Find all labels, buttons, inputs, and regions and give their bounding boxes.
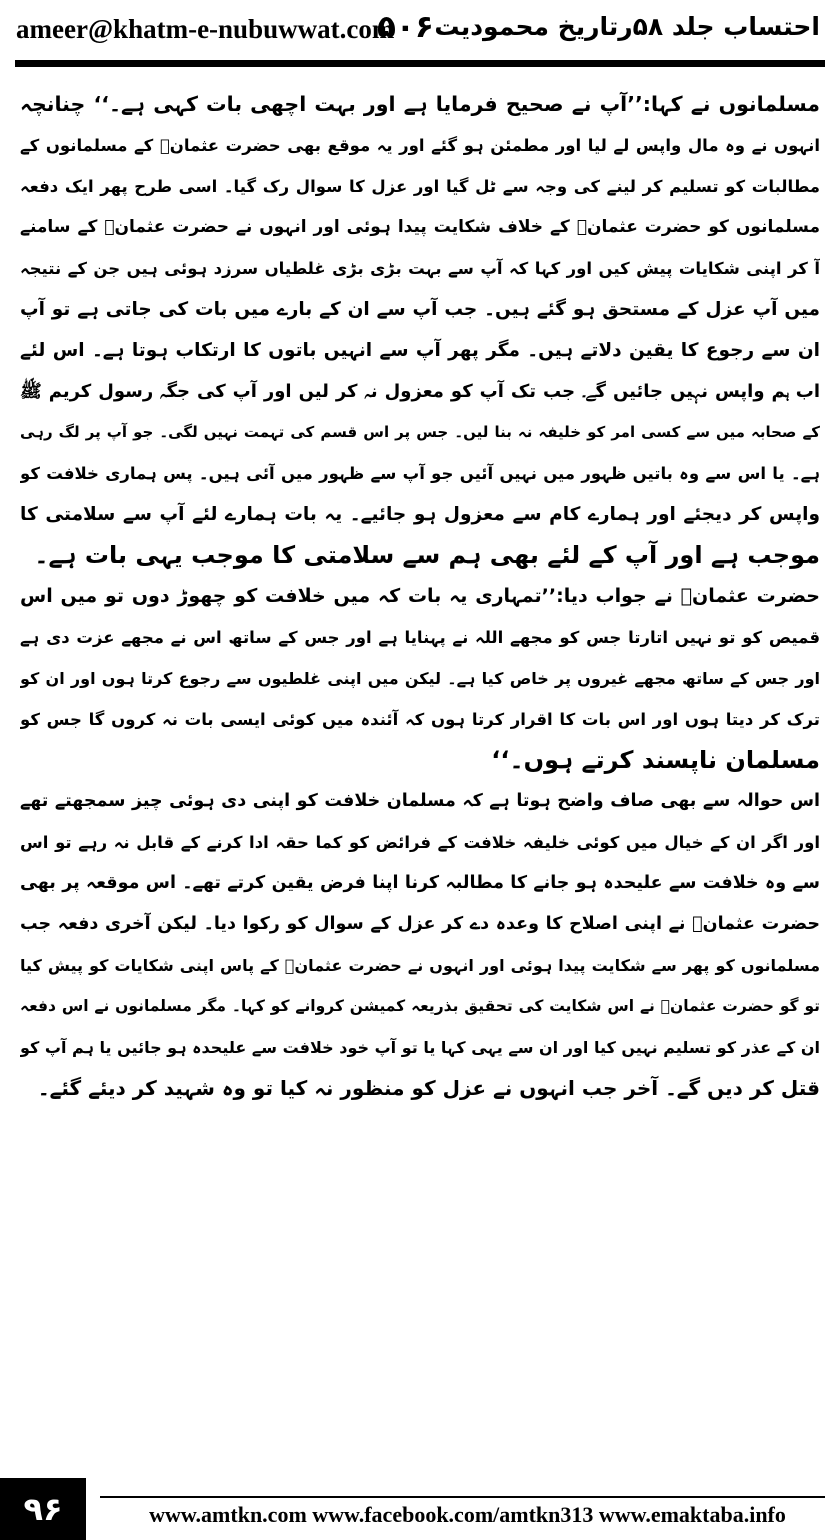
text-line: مسلمانوں کو حضرت عثمانؓ کے خلاف شکایت پیدا ہوئی اور انہوں نے حضرت عثمانؓ کے سامنے: [20, 217, 820, 237]
text-line: واپس کر دیجئے اور ہمارے کام سے معزول ہو جائیے۔ یہ بات ہمارے لئے آپ سے سلامتی کا: [20, 504, 820, 525]
text-line: حضرت عثمانؓ نے اپنی اصلاح کا وعدہ دے کر عزل کے سوال کو رکوا دیا۔ لیکن آخری دفعہ جب: [20, 914, 820, 934]
header-rule: [15, 60, 825, 67]
text-line: اس حوالہ سے بھی صاف واضح ہوتا ہے کہ مسلمان خلافت کو اپنی دی ہوئی چیز سمجھتے تھے: [20, 791, 820, 811]
header-title: احتساب جلد ۵۸رتاریخ محمودیت: [434, 12, 820, 41]
text-line: مسلمانوں نے کہا:’’آپ نے صحیح فرمایا ہے اور بہت اچھی بات کہی ہے۔‘‘ چنانچہ: [20, 92, 820, 116]
page-header: [0, 0, 840, 72]
text-line: مسلمانوں کو پھر سے شکایت پیدا ہوئی اور انہوں نے حضرت عثمانؓ کے پاس اپنی شکایات کو پیش کیا: [20, 956, 820, 975]
footer-rule: [100, 1496, 825, 1498]
footer-links: www.amtkn.com www.facebook.com/amtkn313 www.emaktaba.info: [149, 1502, 786, 1527]
text-line: میں آپ عزل کے مستحق ہو گئے ہیں۔ جب آپ سے ان کے بارے میں بات کی جاتی ہے تو آپ: [20, 299, 820, 320]
text-line: اور اگر ان کے خیال میں کوئی خلیفہ خلافت کے فرائض کو کما حقہ ادا کرنے کے قابل نہ رہے تو اس: [20, 833, 820, 852]
text-line: انہوں نے وہ مال واپس لے لیا اور مطمئن ہو گئے اور یہ موقع بھی حضرت عثمانؓ کے مسلمانوں کے: [20, 136, 820, 155]
header-page-number: ۵۰۶: [377, 9, 434, 45]
text-line: اور جس کے ساتھ مجھے غیروں پر خاص کیا ہے۔ لیکن میں اپنی غلطیوں سے رجوع کرتا ہوں اور ان کو: [20, 669, 820, 688]
text-line: ان سے رجوع کا یقین دلاتے ہیں۔ مگر پھر آپ سے انہیں باتوں کا ارتکاب ہوتا ہے۔ اس لئے: [20, 340, 820, 361]
text-line: ہے۔ یا اس سے وہ باتیں ظہور میں نہیں آئیں جو آپ سے ظہور میں آئی ہیں۔ پس ہماری خلافت کو: [20, 464, 820, 483]
text-line: حضرت عثمانؓ نے جواب دیا:’’تمہاری یہ بات کہ میں خلافت کو چھوڑ دوں تو میں اس: [20, 585, 820, 607]
text-line: ترک کر دیتا ہوں اور اس بات کا اقرار کرتا ہوں کہ آئندہ میں کوئی ایسی بات نہ کروں گا جس کو: [20, 710, 820, 729]
header-email: ameer@khatm-e-nubuwwat.com: [16, 14, 395, 44]
text-line: تو گو حضرت عثمانؓ نے اس شکایت کی تحقیق بذریعہ کمیشن کروانے کو کہا۔ مگر مسلمانوں نے اس دفعہ: [20, 997, 820, 1015]
body-text: [20, 84, 820, 1472]
text-line: سے وہ خلافت سے علیحدہ ہو جانے کا مطالبہ کرنا اپنا فرض یقین کرتے تھے۔ اس موقعہ پر بھی: [20, 873, 820, 893]
text-line: ان کے عذر کو تسلیم نہیں کیا اور ان سے یہی کہا یا تو آپ خود خلافت سے علیحدہ ہو جائیں یا ہم آپ کو: [20, 1038, 820, 1057]
text-line: مسلمان ناپسند کرتے ہوں۔‘‘: [491, 746, 820, 774]
text-line: اب ہم واپس نہیں جائیں گے۔ جب تک آپ کو معزول نہ کر لیں اور آپ کی جگہ رسول کریم ﷺ: [20, 381, 820, 402]
text-line: قمیص کو تو نہیں اتارتا جس کو مجھے اللہ نے پہنایا ہے اور جس کے ساتھ اس نے مجھے عزت دی ہے: [20, 628, 820, 647]
text-line: قتل کر دیں گے۔ آخر جب انہوں نے عزل کو منظور نہ کیا تو وہ شہید کر دیئے گئے۔: [37, 1076, 820, 1100]
text-line: آ کر اپنی شکایات پیش کیں اور کہا کہ آپ سے بہت بڑی بڑی غلطیاں سرزد ہوئی ہیں جن کے نتیجہ: [20, 259, 820, 278]
text-line: مطالبات کو تسلیم کر لینے کی وجہ سے ٹل گیا اور عزل کا سوال رک گیا۔ اسی طرح پھر ایک دفعہ: [20, 177, 820, 196]
text-line: موجب ہے اور آپ کے لئے بھی ہم سے سلامتی کا موجب یہی بات ہے۔: [34, 541, 820, 569]
footer-page-number: ۹۶: [0, 1478, 86, 1540]
text-line: کے صحابہ میں سے کسی امر کو خلیفہ نہ بنا لیں۔ جس پر اس قسم کی تہمت نہیں لگی۔ جو آپ پر لگ رہی: [20, 423, 820, 441]
